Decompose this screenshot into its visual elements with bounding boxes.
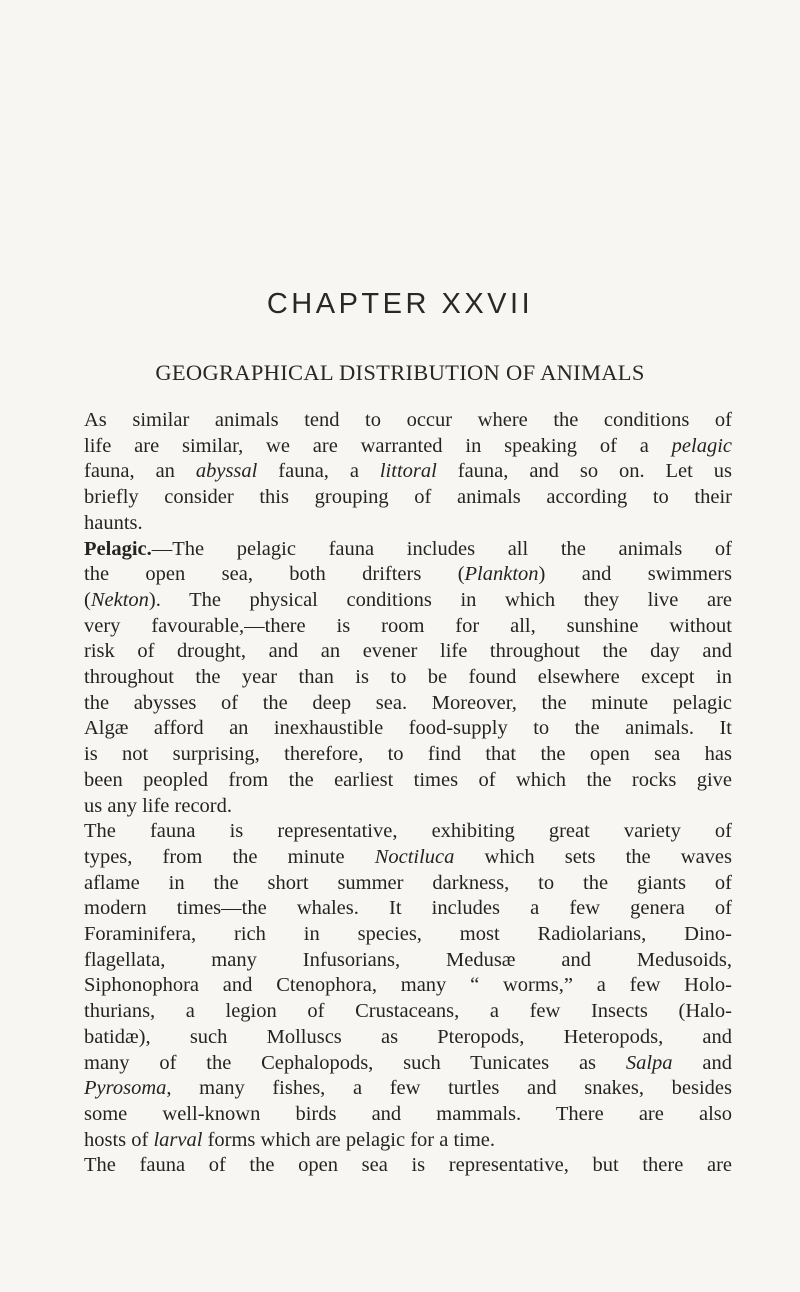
italic-term: pelagic [671, 434, 732, 457]
text-line: is not surprising, therefore, to find that the open sea has [84, 743, 732, 766]
text-line: Pelagic.—The pelagic fauna includes all the animals of [84, 537, 732, 560]
text-line: batidæ), such Molluscs as Pteropods, Heteropods, and [84, 1025, 732, 1048]
text-line: Algæ afford an inexhaustible food-supply to the animals. It [84, 717, 732, 740]
text-line: risk of drought, and an evener life throughout the day and [84, 640, 732, 663]
text-line: types, from the minute Noctiluca which sets the waves [84, 845, 732, 868]
text-line: fauna, an abyssal fauna, a littoral fauna, and so on. Let us [84, 460, 732, 483]
italic-term: Nekton [90, 588, 149, 611]
text-line: flagellata, many Infusorians, Medusæ and Medusoids, [84, 948, 732, 971]
italic-term: Pyrosoma [84, 1077, 167, 1100]
text-line: the open sea, both drifters (Plankton) and swimmers [84, 563, 732, 586]
text-line: life are similar, we are warranted in speaking of a pelagic [84, 434, 732, 457]
text-line: Siphonophora and Ctenophora, many “ worms,” a few Holo- [84, 974, 732, 997]
paragraph-3 [84, 819, 732, 1153]
text-line: As similar animals tend to occur where the conditions of [84, 409, 732, 431]
runin-heading: Pelagic. [84, 537, 152, 560]
text-line: some well-known birds and mammals. There are also [84, 1102, 732, 1125]
text-line: many of the Cephalopods, such Tunicates as Salpa and [84, 1051, 732, 1074]
italic-term: Noctiluca [374, 845, 455, 868]
body-text [84, 408, 732, 1179]
text-line: been peopled from the earliest times of which the rocks give [84, 768, 732, 791]
chapter-title: GEOGRAPHICAL DISTRIBUTION OF ANIMALS [155, 360, 645, 385]
paragraph-4 [84, 1153, 732, 1179]
paragraph-2 [84, 537, 732, 820]
italic-term: Salpa [625, 1051, 673, 1074]
italic-term: littoral [379, 460, 437, 483]
text-line: aflame in the short summer darkness, to the giants of [84, 871, 732, 894]
text-line: us any life record. [84, 794, 232, 817]
text-line: briefly consider this grouping of animals according to their [84, 486, 732, 509]
text-line: Pyrosoma, many fishes, a few turtles and snakes, besides [84, 1077, 732, 1100]
text-line: throughout the year than is to be found elsewhere except in [84, 666, 732, 689]
text-line: The fauna is representative, exhibiting great variety of [84, 820, 732, 843]
text-line: thurians, a legion of Crustaceans, a few Insects (Halo- [84, 1000, 732, 1023]
text-line: the abysses of the deep sea. Moreover, the minute pelagic [84, 691, 732, 714]
text-line: very favourable,—there is room for all, sunshine without [84, 614, 732, 637]
text-line: modern times—the whales. It includes a few genera of [84, 897, 732, 920]
italic-term: larval [153, 1128, 203, 1151]
text-line: (Nekton). The physical conditions in which they live are [84, 588, 732, 611]
italic-term: Plankton [464, 563, 539, 586]
text-line: hosts of larval forms which are pelagic for a time. [84, 1128, 496, 1151]
italic-term: abyssal [195, 460, 258, 483]
text-line: The fauna of the open sea is representative, but there are [84, 1154, 732, 1177]
text-line: Foraminifera, rich in species, most Radiolarians, Dino- [84, 923, 732, 946]
chapter-heading: CHAPTER XXVII [266, 288, 534, 320]
paragraph-1 [84, 408, 732, 537]
text-line: haunts. [84, 511, 143, 534]
